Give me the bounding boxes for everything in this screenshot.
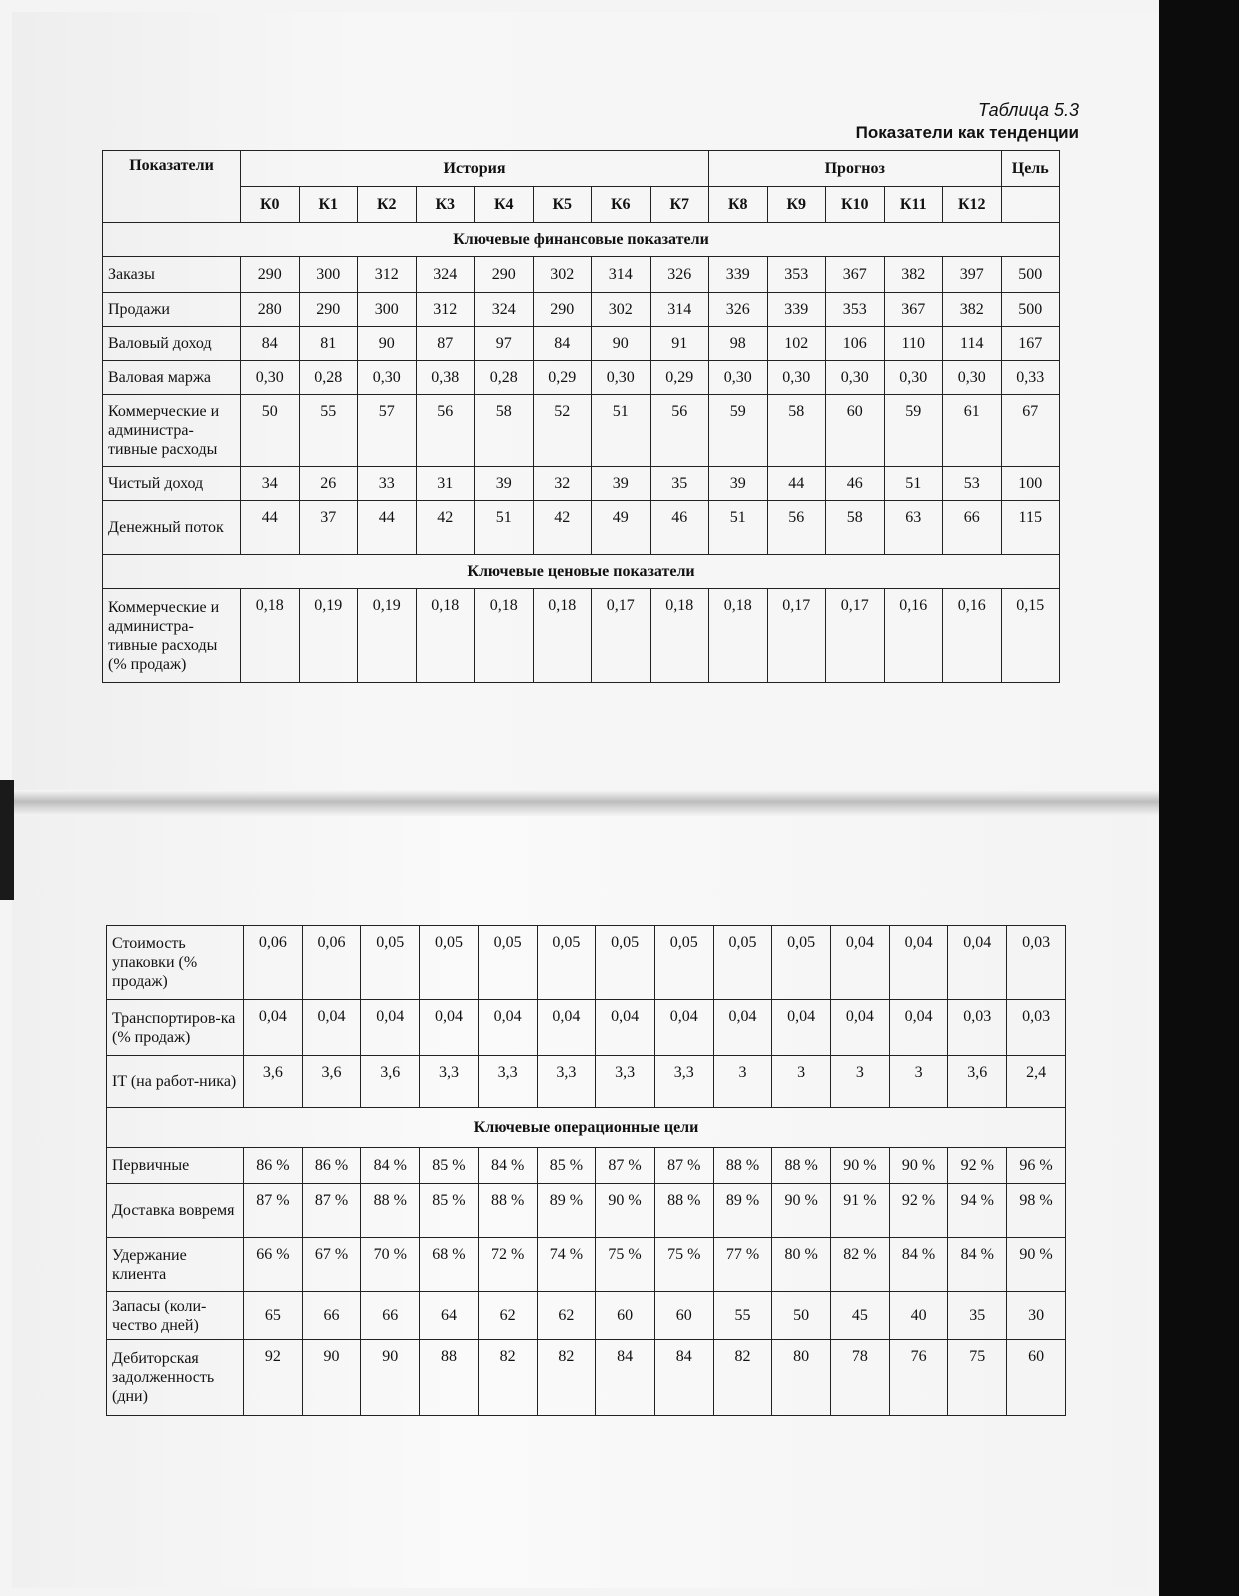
value-cell: 367: [826, 257, 885, 293]
value-cell: 44: [767, 467, 826, 501]
value-cell: 61: [943, 395, 1002, 467]
value-cell: 88 %: [772, 1148, 831, 1184]
value-cell: 114: [943, 327, 1002, 361]
value-cell: 314: [650, 293, 709, 327]
period-header: К6: [592, 187, 651, 223]
value-cell: 88 %: [654, 1184, 713, 1238]
value-cell: 0,15: [1001, 589, 1060, 683]
value-cell: 60: [654, 1292, 713, 1340]
value-cell: 90: [358, 327, 417, 361]
value-cell: 0,05: [596, 926, 655, 1000]
value-cell: 0,28: [475, 361, 534, 395]
value-cell: 314: [592, 257, 651, 293]
table-title: Показатели как тенденции: [855, 123, 1079, 142]
value-cell: 42: [416, 501, 475, 555]
value-cell: 0,33: [1001, 361, 1060, 395]
value-cell: 90: [361, 1340, 420, 1416]
value-cell: 32: [533, 467, 592, 501]
section-row: [103, 223, 1060, 257]
value-cell: 500: [1001, 257, 1060, 293]
value-cell: 97: [475, 327, 534, 361]
row-label: Денежный поток: [103, 501, 241, 555]
value-cell: 0,30: [592, 361, 651, 395]
value-cell: 80: [772, 1340, 831, 1416]
value-cell: 62: [537, 1292, 596, 1340]
value-cell: 0,16: [943, 589, 1002, 683]
value-cell: 86 %: [244, 1148, 303, 1184]
value-cell: 75 %: [654, 1238, 713, 1292]
value-cell: 98 %: [1007, 1184, 1066, 1238]
row-label: Продажи: [103, 293, 241, 327]
value-cell: 0,05: [713, 926, 772, 1000]
value-cell: 88 %: [361, 1184, 420, 1238]
value-cell: 92 %: [948, 1148, 1007, 1184]
table-row: [103, 293, 1060, 327]
value-cell: 74 %: [537, 1238, 596, 1292]
value-cell: 0,29: [650, 361, 709, 395]
value-cell: 39: [475, 467, 534, 501]
value-cell: 0,18: [241, 589, 300, 683]
value-cell: 87 %: [244, 1184, 303, 1238]
value-cell: 98: [709, 327, 768, 361]
value-cell: 40: [889, 1292, 948, 1340]
value-cell: 67 %: [302, 1238, 361, 1292]
value-cell: 85 %: [420, 1148, 479, 1184]
value-cell: 0,04: [302, 1000, 361, 1056]
period-header: К1: [299, 187, 358, 223]
table-row: [103, 589, 1060, 683]
value-cell: 0,06: [302, 926, 361, 1000]
row-label: Удержание клиента: [107, 1238, 244, 1292]
value-cell: 50: [241, 395, 300, 467]
value-cell: 82: [537, 1340, 596, 1416]
value-cell: 51: [884, 467, 943, 501]
value-cell: 0,05: [537, 926, 596, 1000]
value-cell: 31: [416, 467, 475, 501]
value-cell: 0,30: [709, 361, 768, 395]
value-cell: 46: [826, 467, 885, 501]
value-cell: 353: [826, 293, 885, 327]
value-cell: 84 %: [361, 1148, 420, 1184]
indicators-table-part-1: [102, 150, 1060, 683]
value-cell: 90 %: [889, 1148, 948, 1184]
value-cell: 3,3: [654, 1056, 713, 1108]
value-cell: 58: [826, 501, 885, 555]
value-cell: 66: [943, 501, 1002, 555]
value-cell: 367: [884, 293, 943, 327]
value-cell: 0,04: [244, 1000, 303, 1056]
value-cell: 84: [533, 327, 592, 361]
table-row: [103, 501, 1060, 555]
value-cell: 382: [884, 257, 943, 293]
value-cell: 84 %: [889, 1238, 948, 1292]
value-cell: 51: [592, 395, 651, 467]
value-cell: 55: [299, 395, 358, 467]
period-header: К0: [241, 187, 300, 223]
section-title: Ключевые операционные цели: [107, 1108, 1066, 1148]
value-cell: 90 %: [596, 1184, 655, 1238]
value-cell: 100: [1001, 467, 1060, 501]
value-cell: 62: [478, 1292, 537, 1340]
value-cell: 84: [654, 1340, 713, 1416]
value-cell: 3: [889, 1056, 948, 1108]
row-label: Стоимость упаковки (% продаж): [107, 926, 244, 1000]
value-cell: 3,6: [302, 1056, 361, 1108]
scanner-dark-edge: [1159, 0, 1239, 1596]
header-forecast: Прогноз: [709, 151, 1002, 187]
value-cell: 58: [475, 395, 534, 467]
value-cell: 3,6: [948, 1056, 1007, 1108]
value-cell: 56: [650, 395, 709, 467]
value-cell: 75 %: [596, 1238, 655, 1292]
value-cell: 52: [533, 395, 592, 467]
value-cell: 87 %: [302, 1184, 361, 1238]
value-cell: 84 %: [478, 1148, 537, 1184]
period-header-row: [103, 187, 1060, 223]
value-cell: 58: [767, 395, 826, 467]
value-cell: 86 %: [302, 1148, 361, 1184]
table-row: [103, 327, 1060, 361]
value-cell: 90 %: [772, 1184, 831, 1238]
row-label: Дебиторская задолженность (дни): [107, 1340, 244, 1416]
value-cell: 49: [592, 501, 651, 555]
section-title: Ключевые ценовые показатели: [103, 555, 1060, 589]
value-cell: 0,04: [420, 1000, 479, 1056]
value-cell: 60: [826, 395, 885, 467]
value-cell: 397: [943, 257, 1002, 293]
table-row: [103, 361, 1060, 395]
period-header: К4: [475, 187, 534, 223]
value-cell: 0,28: [299, 361, 358, 395]
value-cell: 60: [1007, 1340, 1066, 1416]
row-label: Заказы: [103, 257, 241, 293]
value-cell: 302: [533, 257, 592, 293]
row-label: Валовая маржа: [103, 361, 241, 395]
period-header: К10: [826, 187, 885, 223]
value-cell: 0,19: [299, 589, 358, 683]
value-cell: 84: [241, 327, 300, 361]
value-cell: 290: [475, 257, 534, 293]
value-cell: 90: [302, 1340, 361, 1416]
table-row: [107, 1184, 1066, 1238]
value-cell: 339: [767, 293, 826, 327]
value-cell: 66 %: [244, 1238, 303, 1292]
value-cell: 66: [302, 1292, 361, 1340]
value-cell: 0,05: [420, 926, 479, 1000]
value-cell: 3,3: [596, 1056, 655, 1108]
value-cell: 0,04: [889, 1000, 948, 1056]
value-cell: 87 %: [596, 1148, 655, 1184]
value-cell: 59: [884, 395, 943, 467]
value-cell: 0,16: [884, 589, 943, 683]
value-cell: 88: [420, 1340, 479, 1416]
value-cell: 339: [709, 257, 768, 293]
value-cell: 57: [358, 395, 417, 467]
value-cell: 35: [948, 1292, 1007, 1340]
value-cell: 33: [358, 467, 417, 501]
value-cell: 0,04: [831, 926, 890, 1000]
period-header: К2: [358, 187, 417, 223]
period-header: К3: [416, 187, 475, 223]
value-cell: 44: [241, 501, 300, 555]
value-cell: 0,38: [416, 361, 475, 395]
row-label: Коммерческие и администра-тивные расходы (% продаж): [103, 589, 241, 683]
value-cell: 0,30: [358, 361, 417, 395]
row-label: Доставка вовремя: [107, 1184, 244, 1238]
value-cell: 80 %: [772, 1238, 831, 1292]
value-cell: 85 %: [420, 1184, 479, 1238]
table-row: [107, 1340, 1066, 1416]
header-indicators: Показатели: [103, 151, 241, 223]
period-header: К5: [533, 187, 592, 223]
value-cell: 94 %: [948, 1184, 1007, 1238]
value-cell: 115: [1001, 501, 1060, 555]
value-cell: 34: [241, 467, 300, 501]
value-cell: 96 %: [1007, 1148, 1066, 1184]
value-cell: 51: [709, 501, 768, 555]
value-cell: 3,6: [244, 1056, 303, 1108]
value-cell: 0,04: [889, 926, 948, 1000]
value-cell: 326: [650, 257, 709, 293]
value-cell: 300: [358, 293, 417, 327]
value-cell: 0,29: [533, 361, 592, 395]
value-cell: 0,05: [361, 926, 420, 1000]
value-cell: 3: [772, 1056, 831, 1108]
value-cell: 0,30: [241, 361, 300, 395]
value-cell: 89 %: [713, 1184, 772, 1238]
row-label: Коммерческие и администра-тивные расходы: [103, 395, 241, 467]
value-cell: 0,17: [592, 589, 651, 683]
value-cell: 167: [1001, 327, 1060, 361]
value-cell: 3: [713, 1056, 772, 1108]
value-cell: 0,18: [709, 589, 768, 683]
value-cell: 82 %: [831, 1238, 890, 1292]
value-cell: 324: [475, 293, 534, 327]
value-cell: 67: [1001, 395, 1060, 467]
value-cell: 56: [767, 501, 826, 555]
book-gutter: [0, 790, 1160, 816]
value-cell: 0,18: [533, 589, 592, 683]
value-cell: 0,30: [884, 361, 943, 395]
value-cell: 51: [475, 501, 534, 555]
table-row: [107, 1000, 1066, 1056]
value-cell: 3: [831, 1056, 890, 1108]
value-cell: 290: [533, 293, 592, 327]
value-cell: 0,17: [826, 589, 885, 683]
value-cell: 78: [831, 1340, 890, 1416]
period-header-empty: [1001, 187, 1060, 223]
value-cell: 53: [943, 467, 1002, 501]
value-cell: 55: [713, 1292, 772, 1340]
row-label: Запасы (коли-чество дней): [107, 1292, 244, 1340]
value-cell: 90 %: [831, 1148, 890, 1184]
value-cell: 91 %: [831, 1184, 890, 1238]
header-history: История: [241, 151, 709, 187]
table-row: [107, 1148, 1066, 1184]
period-header: К12: [943, 187, 1002, 223]
value-cell: 290: [241, 257, 300, 293]
value-cell: 2,4: [1007, 1056, 1066, 1108]
value-cell: 68 %: [420, 1238, 479, 1292]
period-header: К7: [650, 187, 709, 223]
value-cell: 110: [884, 327, 943, 361]
value-cell: 45: [831, 1292, 890, 1340]
value-cell: 44: [358, 501, 417, 555]
value-cell: 0,04: [361, 1000, 420, 1056]
value-cell: 77 %: [713, 1238, 772, 1292]
value-cell: 84 %: [948, 1238, 1007, 1292]
value-cell: 102: [767, 327, 826, 361]
value-cell: 65: [244, 1292, 303, 1340]
table-row: [107, 926, 1066, 1000]
table-row: [103, 395, 1060, 467]
table-row: [107, 1238, 1066, 1292]
value-cell: 87 %: [654, 1148, 713, 1184]
value-cell: 66: [361, 1292, 420, 1340]
value-cell: 0,03: [1007, 1000, 1066, 1056]
period-header: К11: [884, 187, 943, 223]
value-cell: 312: [358, 257, 417, 293]
value-cell: 3,6: [361, 1056, 420, 1108]
value-cell: 312: [416, 293, 475, 327]
header-target: Цель: [1001, 151, 1060, 187]
table-row: [107, 1292, 1066, 1340]
value-cell: 88 %: [713, 1148, 772, 1184]
value-cell: 0,04: [713, 1000, 772, 1056]
value-cell: 302: [592, 293, 651, 327]
value-cell: 85 %: [537, 1148, 596, 1184]
value-cell: 0,17: [767, 589, 826, 683]
section-row: [103, 555, 1060, 589]
value-cell: 37: [299, 501, 358, 555]
value-cell: 3,3: [478, 1056, 537, 1108]
period-header: К9: [767, 187, 826, 223]
row-label: Первичные: [107, 1148, 244, 1184]
value-cell: 353: [767, 257, 826, 293]
value-cell: 82: [713, 1340, 772, 1416]
value-cell: 0,04: [831, 1000, 890, 1056]
row-label: IT (на работ-ника): [107, 1056, 244, 1108]
value-cell: 63: [884, 501, 943, 555]
value-cell: 290: [299, 293, 358, 327]
value-cell: 89 %: [537, 1184, 596, 1238]
indicators-table-part-2: [106, 925, 1066, 1416]
value-cell: 70 %: [361, 1238, 420, 1292]
value-cell: 326: [709, 293, 768, 327]
value-cell: 56: [416, 395, 475, 467]
table-row: [103, 467, 1060, 501]
section-row: [107, 1108, 1066, 1148]
value-cell: 59: [709, 395, 768, 467]
row-label: Чистый доход: [103, 467, 241, 501]
value-cell: 64: [420, 1292, 479, 1340]
value-cell: 3,3: [537, 1056, 596, 1108]
value-cell: 30: [1007, 1292, 1066, 1340]
value-cell: 72 %: [478, 1238, 537, 1292]
value-cell: 0,19: [358, 589, 417, 683]
value-cell: 39: [709, 467, 768, 501]
value-cell: 0,04: [948, 926, 1007, 1000]
value-cell: 0,03: [948, 1000, 1007, 1056]
value-cell: 0,04: [654, 1000, 713, 1056]
table-row: [107, 1056, 1066, 1108]
value-cell: 324: [416, 257, 475, 293]
table-caption: [856, 100, 1079, 143]
value-cell: 0,30: [767, 361, 826, 395]
period-header: К8: [709, 187, 768, 223]
value-cell: 0,30: [826, 361, 885, 395]
value-cell: 0,04: [772, 1000, 831, 1056]
value-cell: 84: [596, 1340, 655, 1416]
value-cell: 60: [596, 1292, 655, 1340]
value-cell: 90: [592, 327, 651, 361]
section-title: Ключевые финансовые показатели: [103, 223, 1060, 257]
value-cell: 92 %: [889, 1184, 948, 1238]
value-cell: 46: [650, 501, 709, 555]
value-cell: 50: [772, 1292, 831, 1340]
value-cell: 90 %: [1007, 1238, 1066, 1292]
value-cell: 91: [650, 327, 709, 361]
value-cell: 500: [1001, 293, 1060, 327]
value-cell: 75: [948, 1340, 1007, 1416]
value-cell: 0,05: [772, 926, 831, 1000]
row-label: Валовый доход: [103, 327, 241, 361]
row-label: Транспортиров-ка (% продаж): [107, 1000, 244, 1056]
table-row: [103, 257, 1060, 293]
value-cell: 39: [592, 467, 651, 501]
value-cell: 0,04: [478, 1000, 537, 1056]
value-cell: 0,06: [244, 926, 303, 1000]
value-cell: 0,30: [943, 361, 1002, 395]
value-cell: 382: [943, 293, 1002, 327]
table-number: Таблица 5.3: [977, 100, 1079, 120]
value-cell: 0,18: [416, 589, 475, 683]
value-cell: 3,3: [420, 1056, 479, 1108]
value-cell: 0,18: [650, 589, 709, 683]
value-cell: 87: [416, 327, 475, 361]
page-edge-shadow: [0, 780, 14, 900]
value-cell: 300: [299, 257, 358, 293]
value-cell: 92: [244, 1340, 303, 1416]
value-cell: 82: [478, 1340, 537, 1416]
value-cell: 42: [533, 501, 592, 555]
value-cell: 81: [299, 327, 358, 361]
value-cell: 88 %: [478, 1184, 537, 1238]
value-cell: 0,05: [654, 926, 713, 1000]
value-cell: 280: [241, 293, 300, 327]
value-cell: 0,04: [596, 1000, 655, 1056]
value-cell: 0,18: [475, 589, 534, 683]
value-cell: 0,05: [478, 926, 537, 1000]
value-cell: 76: [889, 1340, 948, 1416]
value-cell: 106: [826, 327, 885, 361]
value-cell: 0,03: [1007, 926, 1066, 1000]
value-cell: 0,04: [537, 1000, 596, 1056]
value-cell: 35: [650, 467, 709, 501]
value-cell: 26: [299, 467, 358, 501]
